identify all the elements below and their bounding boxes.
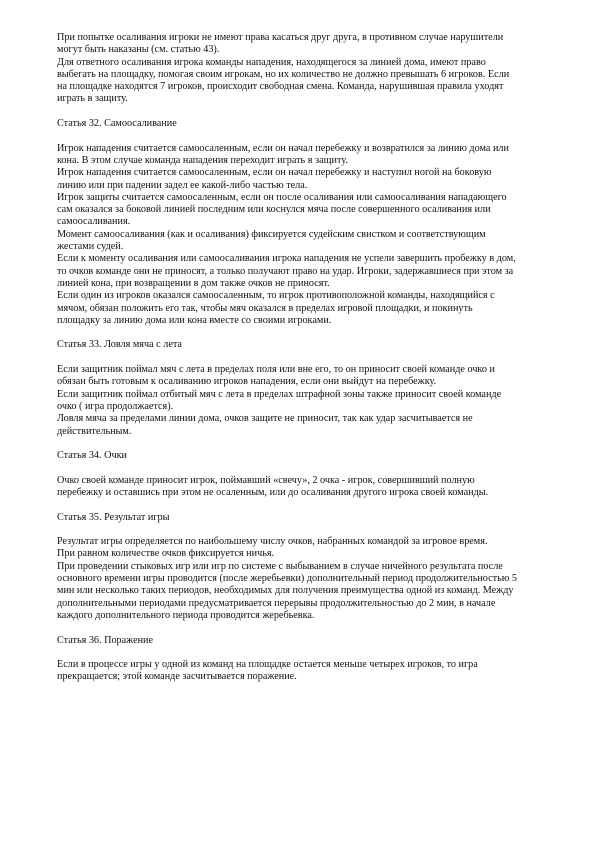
body-paragraph bbox=[57, 413, 553, 438]
body-paragraph bbox=[57, 389, 553, 414]
text-line: Момент самоосаливания (как и осаливания) фиксируется судейским свистком и соответствующим bbox=[57, 228, 486, 240]
text-line: При равном количестве очков фиксируется ничья. bbox=[57, 548, 275, 560]
body-paragraph bbox=[57, 192, 553, 229]
text-line: Если один из игроков оказался самоосаленным, то игрок противоположной команды, находящийся с bbox=[57, 290, 495, 302]
text-line: Если защитник поймал мяч с лета в пределах поля или вне его, то он приносит своей команде очко и bbox=[57, 364, 495, 376]
text-line: выбегать на площадку, помогая своим игрокам, но их количество не должно превышать 6 игроков. Если bbox=[57, 68, 510, 80]
article-heading: Статья 34. Очки bbox=[57, 450, 127, 462]
document-page bbox=[57, 32, 553, 684]
article-heading: Статья 33. Ловля мяча с лета bbox=[57, 339, 182, 351]
text-line: очко ( игра продолжается). bbox=[57, 400, 174, 412]
article-heading: Статья 36. Поражение bbox=[57, 634, 154, 646]
text-line: самоосаливания. bbox=[57, 216, 131, 228]
body-paragraph bbox=[57, 167, 553, 192]
paragraph-spacer bbox=[57, 106, 553, 118]
text-line: сам оказался за боковой линией последним или коснулся мяча после совершенного осаливания или bbox=[57, 204, 491, 216]
body-paragraph bbox=[57, 253, 553, 290]
text-line: Игрок нападения считается самоосаленным, если он начал перебежку и возвратился за линию дома или bbox=[57, 142, 509, 154]
article-heading: Статья 32. Самоосаливание bbox=[57, 118, 177, 130]
paragraph-spacer bbox=[57, 499, 553, 511]
text-line: перебежку и оставшись при этом не осаленным, или до осаливания другого игрока своей команды. bbox=[57, 486, 489, 498]
text-line: обязан быть готовым к осаливанию игроков нападения, если они выйдут на перебежку. bbox=[57, 376, 437, 388]
body-paragraph bbox=[57, 290, 553, 327]
paragraph-spacer bbox=[57, 352, 553, 364]
text-line: Результат игры определяется по наибольшему числу очков, набранных командой за игровое время. bbox=[57, 536, 488, 548]
body-paragraph bbox=[57, 561, 553, 622]
body-paragraph bbox=[57, 143, 553, 168]
paragraph-spacer bbox=[57, 622, 553, 634]
paragraph-spacer bbox=[57, 130, 553, 142]
body-paragraph bbox=[57, 659, 553, 684]
text-line: прекращается; этой команде засчитывается поражение. bbox=[57, 671, 297, 683]
text-line: кона. В этом случае команда нападения переходит играть в защиту. bbox=[57, 154, 348, 166]
body-paragraph bbox=[57, 475, 553, 500]
paragraph-spacer bbox=[57, 524, 553, 536]
text-line: Для ответного осаливания игрока команды нападения, находящегося за линией дома, имеют право bbox=[57, 56, 486, 68]
text-line: Очко своей команде приносит игрок, поймавший «свечу», 2 очка - игрок, совершивший полную bbox=[57, 474, 475, 486]
text-line: При попытке осаливания игроки не имеют права касаться друг друга, в противном случае нарушители bbox=[57, 32, 504, 43]
text-line: дополнительными периодами предусматривается перерывы продолжительностью до 2 мин, в начале bbox=[57, 597, 496, 609]
text-line: Ловля мяча за пределами линии дома, очков защите не приносит, так как удар засчитывается не bbox=[57, 413, 473, 425]
text-line: Игрок защиты считается самоосаленным, если он после осаливания или самоосаливания нападающего bbox=[57, 191, 507, 203]
paragraph-spacer bbox=[57, 438, 553, 450]
text-line: основного времени игры проводится (после жеребьевки) дополнительный период продолжительностью 5 bbox=[57, 573, 518, 585]
text-line: действительным. bbox=[57, 425, 132, 437]
text-line: Игрок нападения считается самоосаленным, если он начал перебежку и наступил ногой на боковую bbox=[57, 167, 492, 179]
paragraph-spacer bbox=[57, 327, 553, 339]
paragraph-spacer bbox=[57, 647, 553, 659]
text-line: жестами судей. bbox=[57, 241, 124, 253]
body-paragraph bbox=[57, 536, 553, 548]
text-line: Если к моменту осаливания или самоосаливания игрока нападения не успели завершить пробежку в дом, bbox=[57, 253, 516, 265]
text-line: Если в процессе игры у одной из команд на площадке остается меньше четырех игроков, то игра bbox=[57, 659, 478, 671]
text-line: каждого дополнительного периода проводится жеребьевка. bbox=[57, 609, 315, 621]
text-line: линией кона, при возвращении в дом также очков не приносят. bbox=[57, 277, 330, 289]
body-paragraph bbox=[57, 364, 553, 389]
text-line: на площадке находятся 7 игроков, происходит свободная смена. Команда, нарушившая правила уходят bbox=[57, 81, 504, 93]
text-line: могут быть наказаны (см. статью 43). bbox=[57, 44, 220, 56]
text-line: Если защитник поймал отбитый мяч с лета в пределах штрафной зоны также приносит своей команде bbox=[57, 388, 502, 400]
text-line: то очков команде они не приносят, а только получают право на удар. Игроки, задержавшиеся при этом за bbox=[57, 265, 514, 277]
body-paragraph bbox=[57, 57, 553, 106]
text-line: играть в защиту. bbox=[57, 93, 128, 105]
paragraph-spacer bbox=[57, 462, 553, 474]
text-line: линию или при падении задел ее какой-либо частью тела. bbox=[57, 179, 308, 191]
body-paragraph bbox=[57, 548, 553, 560]
body-paragraph bbox=[57, 32, 553, 57]
text-line: При проведении стыковых игр или игр по системе с выбыванием в случае ничейного результата после bbox=[57, 560, 503, 572]
text-line: площадку за линию дома или кона вместе со своими игроками. bbox=[57, 314, 332, 326]
text-line: мин или несколько таких периодов, необходимых для получения преимущества одной из команд. Между bbox=[57, 585, 514, 597]
text-line: мячом, обязан положить его так, чтобы мяч оказался в пределах игровой площадки, и покинуть bbox=[57, 302, 473, 314]
body-paragraph bbox=[57, 229, 553, 254]
article-heading: Статья 35. Результат игры bbox=[57, 511, 170, 523]
